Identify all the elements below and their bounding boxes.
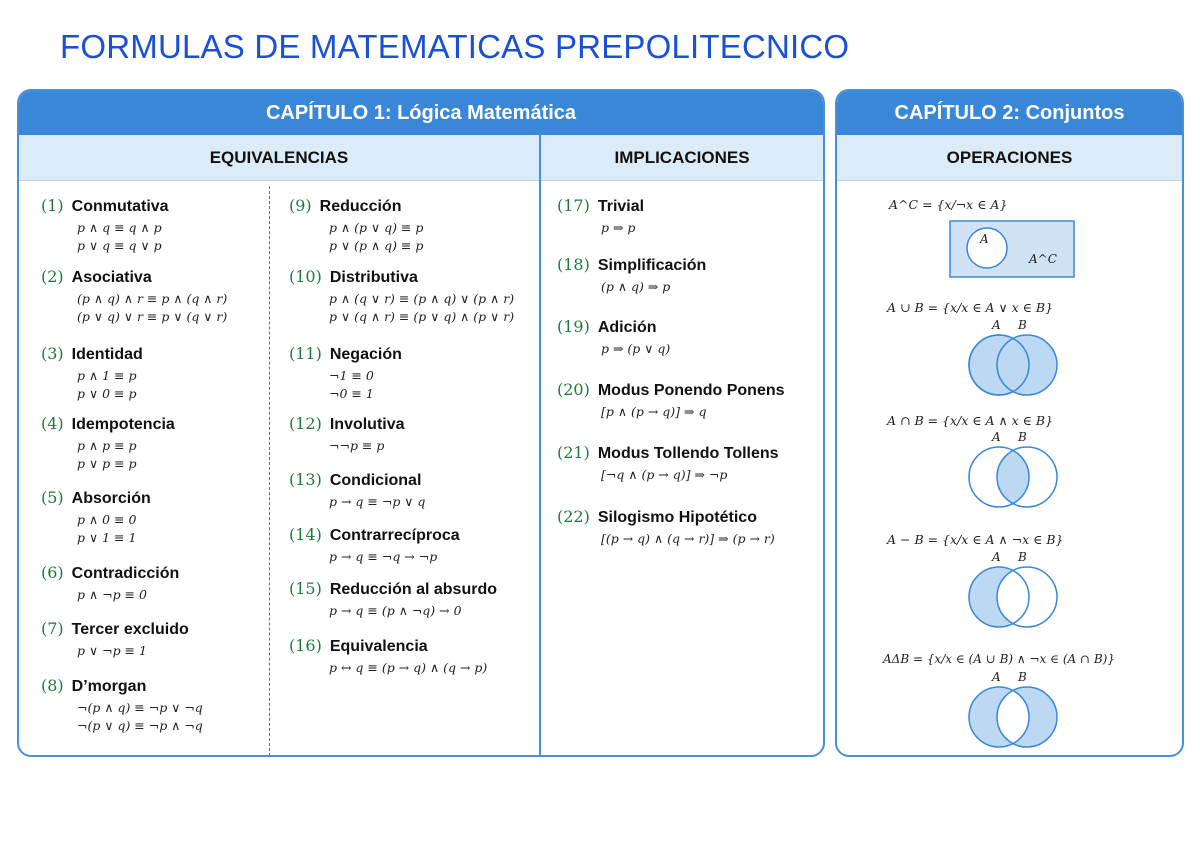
item-number: (8)	[41, 676, 64, 695]
item-number: (16)	[289, 636, 322, 655]
intersection-formula: A ∩ B = {x/x ∈ A ∧ x ∈ B}	[887, 413, 1054, 428]
formula-item	[557, 255, 706, 295]
set-a-label: A	[992, 318, 1001, 332]
item-heading	[41, 488, 151, 508]
item-heading	[289, 525, 460, 545]
item-name: Tercer excluido	[71, 621, 189, 638]
item-name: Reducción	[319, 198, 402, 215]
item-name: Equivalencia	[329, 638, 428, 655]
item-name: Distributiva	[329, 269, 418, 286]
set-b-label: B	[1018, 670, 1027, 684]
formula-text: [p ∧ (p → q)] ⇒ q	[601, 404, 707, 419]
set-a-label: A	[992, 550, 1001, 564]
union-diagram	[963, 317, 1063, 399]
item-heading	[557, 507, 775, 527]
item-heading	[557, 380, 785, 400]
item-heading	[289, 267, 514, 287]
item-number: (21)	[557, 443, 590, 462]
item-number: (19)	[557, 317, 590, 336]
set-a-label: A	[992, 430, 1001, 444]
formula-text: p ⇒ (p ∨ q)	[601, 341, 671, 356]
equivalencias-header: EQUIVALENCIAS	[19, 135, 539, 181]
formula-text: ¬¬p ≡ p	[329, 438, 385, 453]
formula-item	[41, 196, 169, 254]
formula-text: p ∧ 0 ≡ 0	[77, 512, 137, 527]
chapter1-header: CAPÍTULO 1: Lógica Matemática	[19, 91, 823, 135]
formula-text: p ∨ 0 ≡ p	[77, 386, 137, 401]
item-heading	[41, 344, 143, 364]
item-heading	[557, 255, 706, 275]
formula-text: (p ∧ q) ∧ r ≡ p ∧ (q ∧ r)	[77, 291, 228, 306]
formula-text: ¬(p ∨ q) ≡ ¬p ∧ ¬q	[77, 718, 203, 733]
intersection-diagram	[963, 429, 1063, 511]
formula-item	[557, 317, 670, 357]
item-heading	[289, 636, 487, 656]
operaciones-header: OPERACIONES	[837, 135, 1182, 181]
item-heading	[41, 676, 203, 696]
implicaciones-header: IMPLICACIONES	[541, 135, 823, 181]
difference-formula: A − B = {x/x ∈ A ∧ ¬x ∈ B}	[887, 532, 1064, 547]
item-name: Contrarrecíproca	[329, 527, 460, 544]
set-b-label: B	[1018, 430, 1027, 444]
complement-label: A^C	[1029, 252, 1057, 266]
formula-text: p ↔ q ≡ (p → q) ∧ (q → p)	[329, 660, 488, 675]
chapter1-panel	[17, 89, 825, 757]
item-heading	[557, 317, 670, 337]
set-b-circle	[997, 335, 1057, 395]
item-name: D’morgan	[71, 678, 147, 695]
item-name: Contradicción	[71, 565, 180, 582]
item-number: (5)	[41, 488, 64, 507]
item-number: (4)	[41, 414, 64, 433]
formula-item	[289, 267, 514, 325]
formula-item	[41, 267, 227, 325]
chapter2-header: CAPÍTULO 2: Conjuntos	[837, 91, 1182, 135]
item-name: Trivial	[597, 198, 645, 215]
item-name: Absorción	[71, 490, 151, 507]
item-number: (12)	[289, 414, 322, 433]
formula-text: (p ∧ q) ⇒ p	[601, 279, 671, 294]
set-b-label: B	[1018, 550, 1027, 564]
formula-item	[557, 196, 644, 236]
formula-text: p ∧ (p ∨ q) ≡ p	[329, 220, 424, 235]
item-number: (10)	[289, 267, 322, 286]
item-number: (7)	[41, 619, 64, 638]
item-number: (1)	[41, 196, 64, 215]
set-b-label: B	[1018, 318, 1027, 332]
formula-item	[41, 563, 179, 603]
formula-text: p ∨ p ≡ p	[77, 456, 137, 471]
formula-text: p ∨ q ≡ q ∨ p	[77, 238, 162, 253]
formula-item	[289, 344, 402, 402]
item-heading	[289, 414, 405, 434]
chapter2-panel	[835, 89, 1184, 757]
formula-text: p → q ≡ (p ∧ ¬q) → 0	[329, 603, 462, 618]
formula-item	[41, 676, 203, 734]
formula-item	[289, 196, 423, 254]
item-number: (22)	[557, 507, 590, 526]
item-heading	[41, 563, 179, 583]
item-number: (17)	[557, 196, 590, 215]
difference-diagram	[963, 549, 1063, 631]
symmetric-difference-diagram	[963, 669, 1063, 751]
item-heading	[289, 196, 423, 216]
formula-item	[41, 344, 143, 402]
complement-diagram	[949, 220, 1075, 278]
item-heading	[41, 267, 227, 287]
item-heading	[557, 443, 779, 463]
formula-text: p ∧ (q ∨ r) ≡ (p ∧ q) ∨ (p ∧ r)	[329, 291, 515, 306]
item-number: (6)	[41, 563, 64, 582]
formula-item	[557, 507, 775, 547]
formula-text: p ∧ 1 ≡ p	[77, 368, 137, 383]
item-name: Silogismo Hipotético	[597, 509, 757, 526]
formula-text: [¬q ∧ (p → q)] ⇒ ¬p	[601, 467, 728, 482]
item-name: Asociativa	[71, 269, 152, 286]
item-heading	[289, 579, 497, 599]
item-number: (9)	[289, 196, 312, 215]
formula-text: ¬1 ≡ 0	[329, 368, 374, 383]
column-divider	[539, 135, 541, 755]
formula-text: (p ∨ q) ∨ r ≡ p ∨ (q ∨ r)	[77, 309, 228, 324]
item-number: (20)	[557, 380, 590, 399]
item-heading	[41, 414, 175, 434]
item-number: (13)	[289, 470, 322, 489]
item-name: Simplificación	[597, 257, 707, 274]
formula-text: p → q ≡ ¬q → ¬p	[329, 549, 438, 564]
dashed-divider	[269, 186, 270, 756]
item-name: Adición	[597, 319, 657, 336]
item-name: Idempotencia	[71, 416, 175, 433]
formula-text: p ⇒ p	[601, 220, 636, 235]
item-heading	[289, 344, 402, 364]
item-heading	[557, 196, 644, 216]
formula-text: p ∨ (q ∧ r) ≡ (p ∨ q) ∧ (p ∨ r)	[329, 309, 515, 324]
set-a-label: A	[992, 670, 1001, 684]
formula-item	[289, 525, 460, 565]
item-number: (2)	[41, 267, 64, 286]
page-title: FORMULAS DE MATEMATICAS PREPOLITECNICO	[60, 28, 850, 65]
formula-item	[289, 636, 487, 676]
union-formula: A ∪ B = {x/x ∈ A ∨ x ∈ B}	[887, 300, 1054, 315]
item-name: Identidad	[71, 346, 143, 363]
formula-text: ¬0 ≡ 1	[329, 386, 374, 401]
item-name: Conmutativa	[71, 198, 169, 215]
formula-text: p ∨ (p ∧ q) ≡ p	[329, 238, 424, 253]
item-name: Modus Tollendo Tollens	[597, 445, 779, 462]
formula-text: [(p → q) ∧ (q → r)] ⇒ (p → r)	[601, 531, 775, 546]
formula-text: ¬(p ∧ q) ≡ ¬p ∨ ¬q	[77, 700, 203, 715]
item-heading	[41, 196, 169, 216]
formula-text: p ∧ p ≡ p	[77, 438, 137, 453]
formula-text: p ∧ ¬p ≡ 0	[77, 587, 147, 602]
formula-item	[557, 443, 779, 483]
formula-text: p → q ≡ ¬p ∨ q	[329, 494, 426, 509]
item-name: Condicional	[329, 472, 422, 489]
formula-item	[289, 470, 425, 510]
formula-item	[41, 619, 189, 659]
formula-text: p ∧ q ≡ q ∧ p	[77, 220, 162, 235]
item-name: Involutiva	[329, 416, 405, 433]
complement-formula: A^C = {x/¬x ∈ A}	[889, 197, 1008, 212]
formula-item	[557, 380, 785, 420]
item-name: Modus Ponendo Ponens	[597, 382, 785, 399]
item-number: (11)	[289, 344, 322, 363]
item-number: (15)	[289, 579, 322, 598]
item-number: (3)	[41, 344, 64, 363]
item-number: (14)	[289, 525, 322, 544]
item-heading	[41, 619, 189, 639]
item-name: Reducción al absurdo	[329, 581, 497, 598]
item-number: (18)	[557, 255, 590, 274]
formula-item	[41, 414, 175, 472]
formula-item	[41, 488, 151, 546]
formula-item	[289, 414, 405, 454]
formula-text: p ∨ 1 ≡ 1	[77, 530, 137, 545]
set-a-label: A	[980, 232, 989, 246]
symmetric-difference-formula: AΔB = {x/x ∈ (A ∪ B) ∧ ¬x ∈ (A ∩ B)}	[883, 652, 1116, 666]
formula-text: p ∨ ¬p ≡ 1	[77, 643, 147, 658]
item-heading	[289, 470, 425, 490]
formula-item	[289, 579, 497, 619]
item-name: Negación	[329, 346, 402, 363]
